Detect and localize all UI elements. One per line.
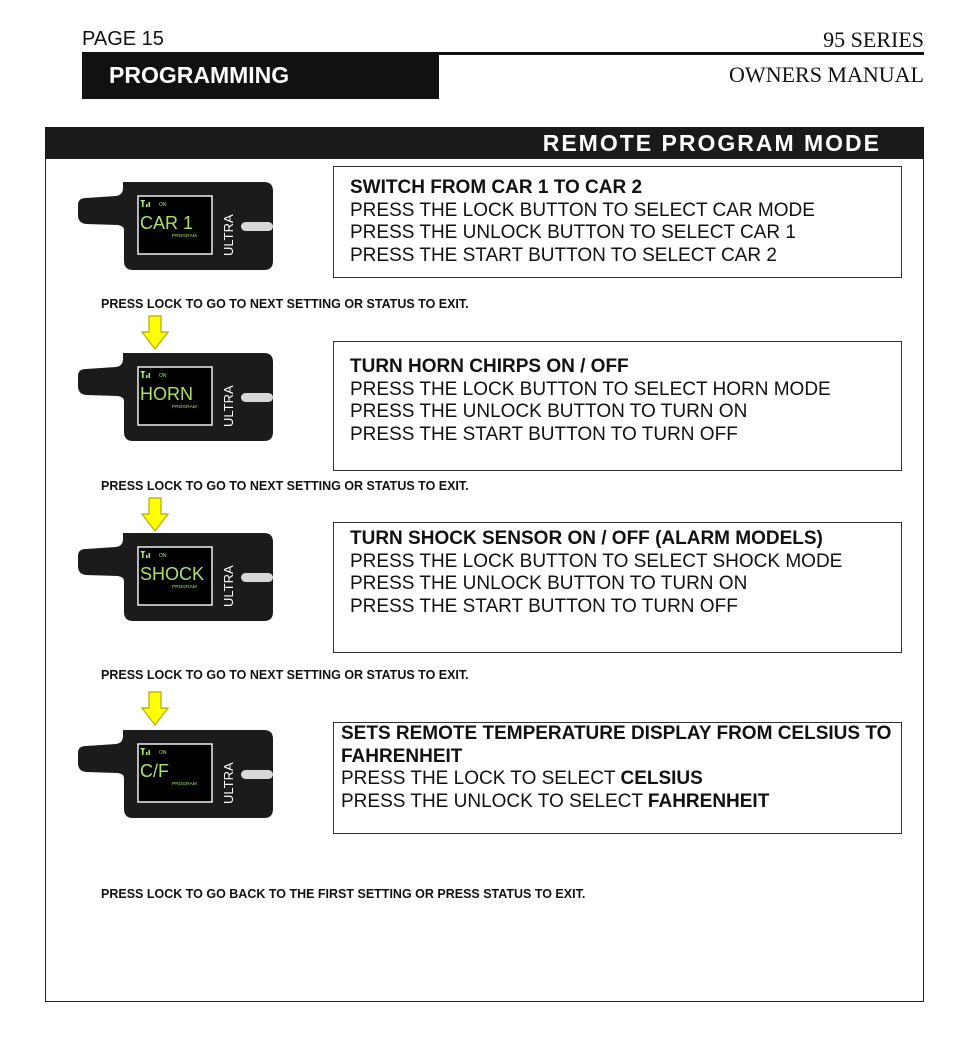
- celsius-label: CELSIUS: [620, 768, 703, 789]
- info-line: PRESS THE LOCK TO SELECT CELSIUS: [341, 768, 703, 789]
- step-arrow: [140, 315, 170, 356]
- svg-text:ON: ON: [159, 373, 167, 379]
- info-box-shock: [333, 522, 902, 653]
- info-line: PRESS THE UNLOCK BUTTON TO TURN ON: [350, 573, 748, 594]
- svg-text:ULTRA: ULTRA: [221, 385, 236, 427]
- fahrenheit-label: FAHRENHEIT: [647, 790, 770, 812]
- next-setting-instruction: PRESS LOCK TO GO TO NEXT SETTING OR STATUS TO EXIT.: [101, 479, 469, 493]
- remote-fob-graphic: [78, 730, 278, 820]
- remote-fob-car1: [78, 182, 278, 272]
- info-box-temperature: [333, 722, 902, 834]
- info-line: PRESS THE START BUTTON TO TURN OFF: [350, 423, 738, 445]
- series-title: 95 SERIES: [823, 27, 924, 52]
- remote-fob-shock: [78, 533, 278, 623]
- step-arrow: [140, 497, 170, 538]
- down-arrow-icon: [140, 315, 170, 351]
- info-box-horn: [333, 341, 902, 471]
- info-box-car-switch: [333, 166, 902, 278]
- svg-text:ULTRA: ULTRA: [221, 565, 236, 607]
- remote-fob-graphic: [78, 182, 278, 272]
- down-arrow-icon: [140, 691, 170, 727]
- info-line: PRESS THE LOCK BUTTON TO SELECT CAR MODE: [350, 199, 815, 221]
- step-arrow: [140, 691, 170, 732]
- remote-fob-temperature: [78, 730, 278, 820]
- svg-text:ON: ON: [159, 750, 167, 756]
- svg-text:ON: ON: [159, 202, 167, 208]
- page-number: PAGE 15: [82, 28, 164, 50]
- info-title: SETS REMOTE TEMPERATURE DISPLAY FROM CELSIUS TO FAHRENHEIT: [341, 723, 892, 767]
- svg-text:ON: ON: [159, 553, 167, 559]
- svg-text:PROGRAM: PROGRAM: [172, 234, 197, 239]
- info-line: PRESS THE UNLOCK TO SELECT FAHRENHEIT: [341, 790, 770, 812]
- svg-text:PROGRAM: PROGRAM: [172, 405, 197, 410]
- back-to-first-instruction: PRESS LOCK TO GO BACK TO THE FIRST SETTING OR PRESS STATUS TO EXIT.: [101, 887, 586, 901]
- svg-text:PROGRAM: PROGRAM: [172, 782, 197, 787]
- remote-fob-graphic: [78, 533, 278, 623]
- manual-title: OWNERS MANUAL: [729, 62, 924, 87]
- svg-text:PROGRAM: PROGRAM: [172, 585, 197, 590]
- info-line: PRESS THE START BUTTON TO TURN OFF: [350, 595, 738, 617]
- info-title: TURN SHOCK SENSOR ON / OFF (ALARM MODELS): [350, 528, 823, 549]
- info-line: PRESS THE START BUTTON TO SELECT CAR 2: [350, 244, 777, 266]
- section-tab: [82, 55, 439, 99]
- lcd-display-text: C/F: [140, 761, 169, 781]
- info-line: PRESS THE UNLOCK BUTTON TO SELECT CAR 1: [350, 222, 796, 243]
- info-line: PRESS THE LOCK BUTTON TO SELECT SHOCK MODE: [350, 550, 843, 572]
- svg-text:ULTRA: ULTRA: [221, 214, 236, 256]
- banner: [45, 127, 924, 159]
- lcd-display-text: SHOCK: [140, 564, 205, 584]
- info-line: PRESS THE UNLOCK BUTTON TO TURN ON: [350, 401, 748, 422]
- banner-title: REMOTE PROGRAM MODE: [542, 130, 881, 156]
- info-title: TURN HORN CHIRPS ON / OFF: [350, 356, 629, 377]
- info-line: PRESS THE LOCK BUTTON TO SELECT HORN MODE: [350, 378, 831, 400]
- next-setting-instruction: PRESS LOCK TO GO TO NEXT SETTING OR STATUS TO EXIT.: [101, 668, 469, 682]
- down-arrow-icon: [140, 497, 170, 533]
- lcd-display-text: CAR 1: [140, 213, 194, 233]
- next-setting-instruction: PRESS LOCK TO GO TO NEXT SETTING OR STATUS TO EXIT.: [101, 297, 469, 311]
- info-title: SWITCH FROM CAR 1 TO CAR 2: [350, 177, 643, 198]
- svg-text:ULTRA: ULTRA: [221, 762, 236, 804]
- section-title: PROGRAMMING: [109, 62, 290, 88]
- remote-fob-graphic: [78, 353, 278, 443]
- remote-fob-horn: [78, 353, 278, 443]
- lcd-display-text: HORN: [140, 384, 193, 404]
